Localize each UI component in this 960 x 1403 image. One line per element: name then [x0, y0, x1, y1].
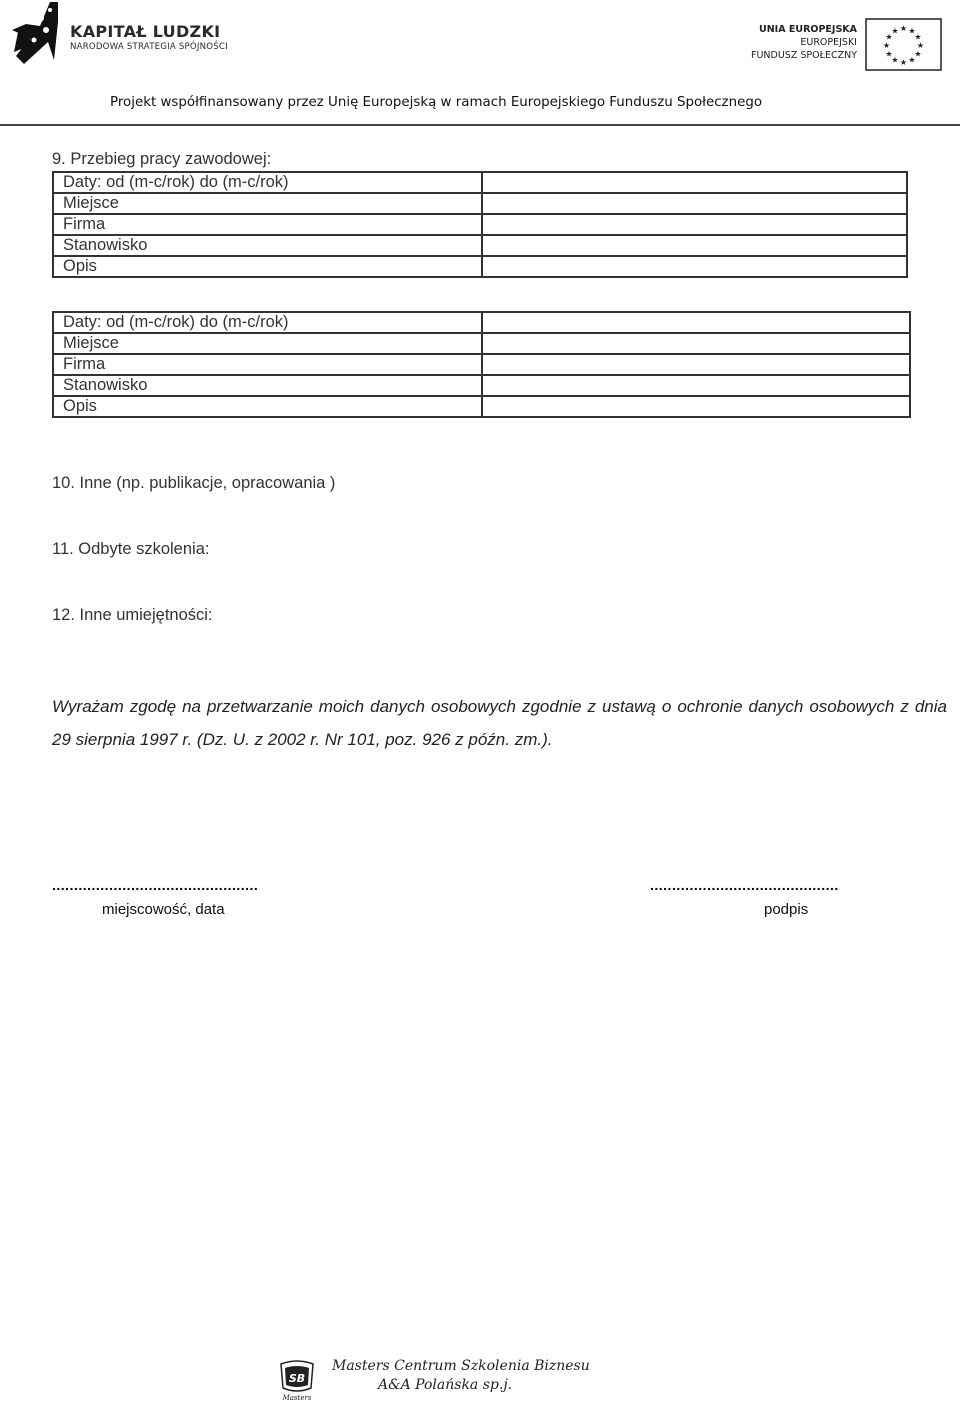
- signature-line[interactable]: ...........................................: [650, 877, 839, 893]
- place-label: Miejsce: [53, 333, 482, 354]
- kapital-ludzki-title: KAPITAŁ LUDZKI: [70, 22, 221, 41]
- place-date-label: miejscowość, data: [102, 901, 225, 918]
- project-cofinancing-line: Projekt współfinansowany przez Unię Europejską w ramach Europejskiego Funduszu Społecznego: [110, 95, 763, 110]
- svg-text:★: ★: [891, 26, 899, 36]
- footer-company-owner: A&A Polańska sp.j.: [378, 1377, 513, 1393]
- svg-text:★: ★: [916, 41, 925, 50]
- svg-text:★: ★: [899, 58, 908, 67]
- position-label: Stanowisko: [53, 375, 482, 396]
- eu-line-3: FUNDUSZ SPOŁECZNY: [751, 50, 857, 61]
- data-processing-consent: Wyrażam zgodę na przetwarzanie moich danych osobowych zgodnie z ustawą o ochronie danych osobowych z dnia 29 sierpnia 1997 r. (Dz. U. z 2002 r. Nr 101, poz. 926 z późn. zm.).: [52, 697, 947, 749]
- description-label: Opis: [53, 396, 482, 417]
- svg-text:★: ★: [891, 55, 899, 65]
- svg-text:★: ★: [899, 24, 908, 33]
- section-9-heading: 9. Przebieg pracy zawodowej:: [52, 150, 272, 168]
- dates-field[interactable]: [482, 312, 910, 333]
- header-divider: [0, 124, 960, 126]
- section-10-heading: 10. Inne (np. publikacje, opracowania ): [52, 474, 336, 492]
- kapital-ludzki-subtitle: NARODOWA STRATEGIA SPÓJNOŚCI: [70, 42, 228, 52]
- place-date-line[interactable]: ...............................................: [52, 877, 259, 893]
- job-entry-table-2: [52, 311, 911, 418]
- svg-text:SB: SB: [288, 1372, 306, 1385]
- section-11-heading: 11. Odbyte szkolenia:: [52, 540, 210, 558]
- svg-text:★: ★: [908, 26, 916, 36]
- svg-text:★: ★: [885, 32, 893, 42]
- position-label: Stanowisko: [53, 235, 482, 256]
- company-field[interactable]: [482, 354, 910, 375]
- section-12-heading: 12. Inne umiejętności:: [52, 606, 213, 624]
- eu-flag-icon: [865, 18, 942, 71]
- svg-text:★: ★: [882, 41, 891, 50]
- description-field[interactable]: [482, 256, 907, 277]
- dates-field[interactable]: [482, 172, 907, 193]
- job-entry-table-1: [52, 171, 908, 278]
- dates-label: Daty: od (m-c/rok) do (m-c/rok): [53, 312, 482, 333]
- place-label: Miejsce: [53, 193, 482, 214]
- footer-company-name: Masters Centrum Szkolenia Biznesu: [332, 1358, 590, 1374]
- description-label: Opis: [53, 256, 482, 277]
- company-field[interactable]: [482, 214, 907, 235]
- svg-text:★: ★: [914, 32, 922, 42]
- svg-text:★: ★: [908, 55, 916, 65]
- signature-label: podpis: [764, 901, 809, 918]
- dates-label: Daty: od (m-c/rok) do (m-c/rok): [53, 172, 482, 193]
- description-field[interactable]: [482, 396, 910, 417]
- svg-text:★: ★: [885, 49, 893, 59]
- company-label: Firma: [53, 214, 482, 235]
- eu-fund-label: [657, 23, 857, 62]
- position-field[interactable]: [482, 235, 907, 256]
- position-field[interactable]: [482, 375, 910, 396]
- eu-line-1: UNIA EUROPEJSKA: [759, 24, 857, 35]
- place-field[interactable]: [482, 333, 910, 354]
- kapital-ludzki-logo-icon: [10, 2, 58, 64]
- company-label: Firma: [53, 354, 482, 375]
- place-field[interactable]: [482, 193, 907, 214]
- eu-line-2: EUROPEJSKI: [800, 37, 857, 48]
- svg-text:★: ★: [914, 49, 922, 59]
- masters-logo-icon: [277, 1358, 317, 1402]
- masters-logo-text: Masters: [282, 1394, 312, 1402]
